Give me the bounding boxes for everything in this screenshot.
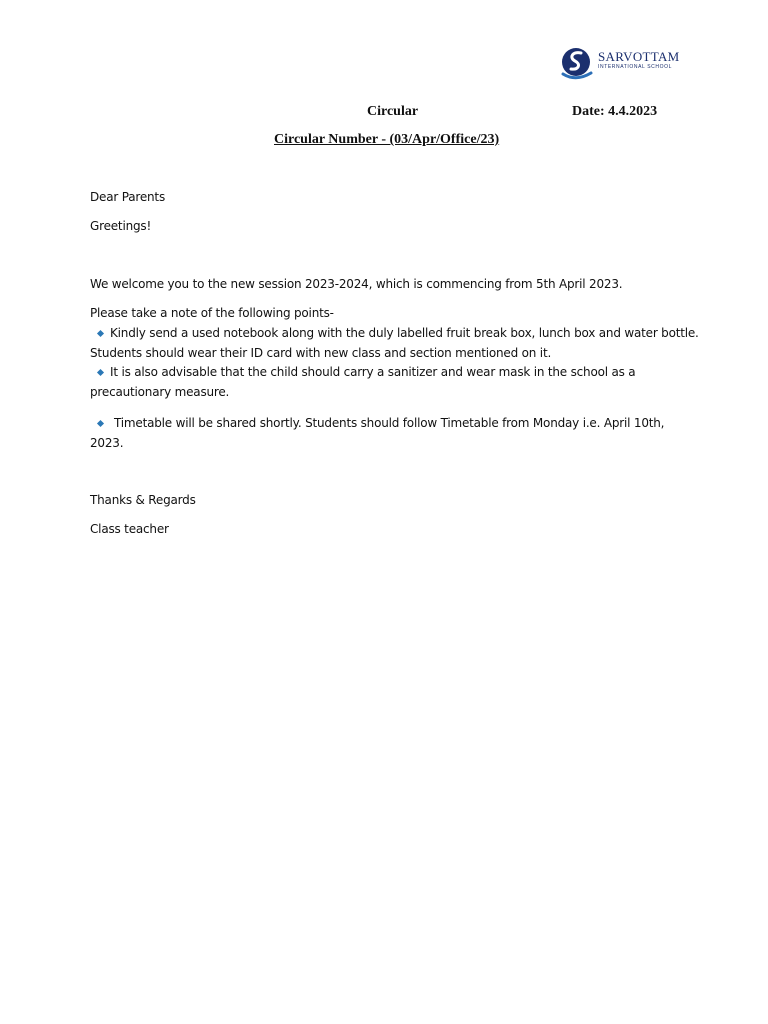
school-logo [561, 46, 681, 82]
list-item [90, 365, 635, 379]
point-continuation: Students should wear their ID card with new class and section mentioned on it. [90, 346, 552, 360]
school-emblem-icon [561, 46, 595, 82]
salutation: Dear Parents [90, 190, 165, 204]
logo-subtitle: INTERNATIONAL SCHOOL [598, 64, 672, 70]
list-item [90, 326, 699, 340]
bullet-icon [97, 329, 104, 336]
page-title: Circular [367, 104, 419, 119]
points-heading: Please take a note of the following points- [90, 306, 334, 320]
intro-paragraph: We welcome you to the new session 2023-2024, which is commencing from 5th April 2023. [90, 277, 623, 291]
list-item [90, 416, 664, 430]
circular-number: Circular Number - (03/Apr/Office/23) [274, 132, 500, 147]
point-continuation: 2023. [90, 436, 124, 450]
bullet-icon [97, 368, 104, 375]
circular-date: Date: 4.4.2023 [572, 104, 658, 119]
closing-regards: Thanks & Regards [90, 493, 196, 507]
logo-name: SARVOTTAM [598, 49, 680, 64]
bullet-icon [97, 419, 104, 426]
greeting: Greetings! [90, 219, 152, 233]
point-text: It is also advisable that the child should carry a sanitizer and wear mask in the school as a [110, 365, 636, 379]
point-text: Timetable will be shared shortly. Students should follow Timetable from Monday i.e. April 10th, [114, 416, 665, 430]
point-text: Kindly send a used notebook along with the duly labelled fruit break box, lunch box and water bottle. [110, 326, 699, 340]
signature: Class teacher [90, 522, 169, 536]
point-continuation: precautionary measure. [90, 385, 230, 399]
